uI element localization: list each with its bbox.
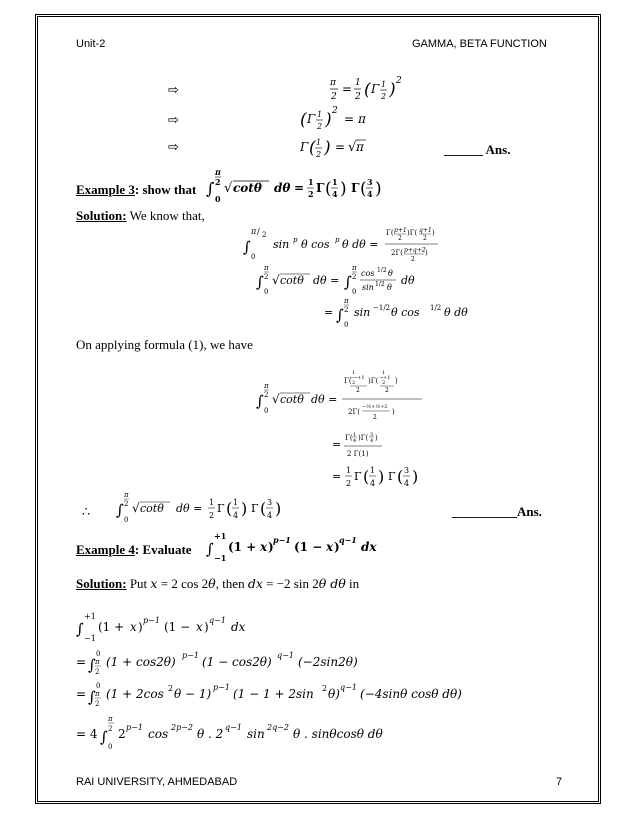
svg-text:): ) [334, 540, 340, 554]
svg-text:): ) [204, 620, 209, 634]
svg-text:√: √ [348, 140, 357, 155]
svg-text:∫: ∫ [116, 501, 124, 519]
svg-text:Γ: Γ [300, 140, 309, 154]
example-4-heading: Example 4: Evaluate [76, 542, 192, 557]
svg-text:(1 +: (1 + [228, 540, 257, 554]
svg-text:1: 1 [346, 466, 352, 475]
example-4-colon: : [134, 542, 140, 557]
svg-text:=: = [344, 112, 355, 126]
svg-text:1: 1 [370, 466, 376, 475]
svg-text:2: 2 [355, 92, 361, 102]
svg-text:= 4: = 4 [76, 727, 98, 741]
svg-text:─+1: ─+1 [380, 375, 391, 381]
formula-step5-svg [332, 460, 432, 496]
svg-text:2: 2 [381, 92, 387, 101]
svg-text:p+1: p+1 [394, 227, 407, 234]
svg-text:q−1: q−1 [340, 683, 357, 692]
svg-text:2: 2 [411, 256, 415, 263]
svg-text:p−1: p−1 [126, 723, 143, 732]
svg-text:=: = [332, 438, 342, 451]
svg-text:2: 2 [308, 189, 314, 199]
svg-text:(1 −: (1 − [164, 620, 191, 634]
svg-text:(: ( [325, 179, 332, 199]
svg-text:Γ(: Γ( [386, 229, 394, 237]
svg-text:π: π [215, 167, 221, 177]
svg-text:θ): θ) [328, 687, 340, 701]
svg-text:θ dθ =: θ dθ = [342, 238, 379, 251]
svg-text:2: 2 [262, 231, 267, 239]
svg-text:sin: sin [362, 283, 374, 292]
formula-step3-svg [256, 368, 436, 428]
svg-text:(: ( [363, 467, 370, 486]
svg-text:2: 2 [215, 177, 221, 187]
svg-text:(: ( [360, 179, 367, 199]
ex4-line4-svg [76, 712, 436, 752]
svg-text:x: x [130, 620, 137, 634]
svg-text:2: 2 [332, 106, 338, 116]
svg-text:1: 1 [209, 498, 215, 507]
svg-text:π: π [330, 78, 336, 88]
example-3-statement-svg [206, 164, 396, 210]
svg-text:): ) [392, 408, 395, 416]
svg-text:2: 2 [385, 387, 389, 394]
svg-text:2: 2 [331, 92, 337, 102]
svg-text:0: 0 [108, 743, 113, 751]
svg-text:2: 2 [264, 273, 269, 281]
svg-text:Γ: Γ [354, 470, 362, 483]
svg-text:0: 0 [251, 253, 256, 261]
svg-text:∫: ∫ [206, 179, 215, 198]
svg-text:(1 − cos2θ): (1 − cos2θ) [202, 655, 272, 669]
equation-gamma-half-svg [300, 132, 370, 164]
svg-text:1: 1 [308, 177, 314, 187]
svg-text:): ) [241, 499, 248, 518]
svg-text:∫: ∫ [88, 688, 96, 706]
svg-text:4: 4 [367, 189, 373, 199]
ex4-line3-svg [76, 680, 496, 716]
svg-text:(−2sin2θ): (−2sin2θ) [298, 655, 358, 669]
formula-final-svg [116, 487, 296, 529]
svg-text:dx: dx [231, 620, 246, 634]
footer-university: RAI UNIVERSITY, AHMEDABAD [76, 776, 238, 788]
svg-text:(1 + 2cos: (1 + 2cos [106, 687, 164, 701]
svg-text:π: π [358, 112, 366, 126]
svg-text:): ) [378, 467, 385, 486]
header-unit: Unit-2 [76, 38, 106, 50]
ex4-line1-svg [76, 610, 276, 644]
svg-text:): ) [389, 80, 396, 100]
formula-step2 [324, 296, 514, 335]
svg-text:Γ(: Γ( [344, 377, 352, 385]
svg-text:p−1: p−1 [213, 683, 230, 692]
equation-gamma-half [300, 132, 370, 167]
svg-text:cos: cos [361, 269, 375, 278]
svg-text:cotθ: cotθ [280, 393, 304, 406]
svg-text:p: p [293, 236, 298, 244]
svg-text:=: = [332, 470, 342, 483]
svg-text:2: 2 [373, 414, 377, 421]
svg-text:1: 1 [353, 432, 357, 438]
svg-text:3: 3 [404, 466, 410, 475]
svg-text:): ) [412, 467, 419, 486]
svg-text:=: = [76, 687, 87, 701]
svg-text:∫: ∫ [344, 273, 352, 291]
svg-text:dθ =: dθ = [176, 502, 203, 515]
svg-text:p: p [335, 236, 340, 244]
svg-text:2: 2 [264, 391, 269, 399]
arrow-icon: ⇨ [168, 83, 179, 98]
svg-text:q+1: q+1 [419, 227, 432, 234]
arrow-icon: ⇨ [168, 113, 179, 128]
therefore-symbol: ∴ [82, 504, 91, 519]
svg-text:−1/2: −1/2 [373, 304, 391, 312]
svg-text:): ) [425, 249, 428, 257]
svg-text:2: 2 [356, 387, 360, 394]
svg-text:cotθ: cotθ [140, 502, 164, 515]
solution-label: Solution: [76, 208, 127, 223]
svg-text:π: π [352, 264, 357, 272]
svg-text:2: 2 [352, 380, 356, 386]
svg-text:θ dθ: θ dθ [444, 306, 468, 319]
svg-text:dθ: dθ [401, 274, 415, 287]
svg-text:cotθ: cotθ [280, 274, 304, 287]
svg-text:θ . 2: θ . 2 [197, 727, 224, 741]
svg-text:∫: ∫ [336, 306, 344, 324]
svg-text:(1 +: (1 + [98, 620, 125, 634]
svg-text:2Γ(: 2Γ( [391, 249, 404, 257]
svg-text:0: 0 [264, 407, 269, 415]
svg-text:Γ: Γ [307, 112, 316, 126]
svg-text:(−4sinθ cosθ dθ): (−4sinθ cosθ dθ) [360, 687, 462, 701]
svg-text:0: 0 [124, 516, 129, 524]
solution-label: Solution: [76, 576, 127, 591]
svg-text:(: ( [397, 467, 404, 486]
svg-text:Γ: Γ [371, 82, 380, 96]
svg-text:∫: ∫ [256, 392, 264, 410]
svg-text:cotθ: cotθ [233, 181, 262, 195]
svg-text:x: x [326, 540, 334, 554]
svg-text:Γ: Γ [251, 502, 259, 515]
svg-text:): ) [395, 377, 398, 385]
svg-text:2: 2 [346, 479, 352, 488]
svg-text:): ) [340, 179, 347, 199]
svg-text:4: 4 [353, 438, 357, 444]
svg-text:0: 0 [264, 288, 269, 296]
svg-text:x: x [260, 540, 268, 554]
svg-text:): ) [375, 179, 382, 199]
svg-text:q−1: q−1 [277, 651, 294, 660]
example-3-heading: Example 3: show that [76, 182, 197, 197]
svg-text:0: 0 [344, 321, 349, 329]
svg-text:(: ( [300, 110, 307, 130]
svg-text:1/2: 1/2 [375, 281, 385, 288]
svg-text:1: 1 [332, 177, 338, 187]
svg-text:=: = [335, 140, 346, 154]
svg-text:−1: −1 [214, 553, 227, 563]
svg-text:1: 1 [355, 78, 361, 88]
example-3-solution [76, 208, 205, 224]
footer-page-number: 7 [556, 776, 563, 788]
svg-text:π: π [108, 715, 113, 723]
example-4-statement-svg [206, 530, 406, 564]
svg-text:∫: ∫ [88, 656, 96, 674]
svg-text:θ − 1): θ − 1) [174, 687, 212, 701]
svg-text:1: 1 [233, 498, 239, 507]
svg-text:2: 2 [398, 235, 402, 242]
svg-text:): ) [268, 540, 274, 554]
svg-text:): ) [275, 499, 282, 518]
svg-text:Γ: Γ [388, 470, 396, 483]
svg-text:x: x [196, 620, 203, 634]
svg-text:4: 4 [332, 189, 338, 199]
svg-text:θ: θ [387, 283, 392, 292]
svg-text:1: 1 [382, 370, 386, 376]
svg-text:θ: θ [388, 269, 393, 278]
svg-text:2: 2 [95, 668, 100, 676]
svg-text:)Γ(: )Γ( [358, 434, 369, 442]
svg-text:2: 2 [209, 511, 215, 520]
formula-step2-svg [324, 296, 514, 330]
svg-text:π: π [251, 227, 257, 236]
svg-text:q−1: q−1 [339, 535, 357, 545]
svg-text:2 Γ(1): 2 Γ(1) [347, 450, 369, 458]
svg-text:2: 2 [316, 150, 322, 159]
svg-text:2: 2 [352, 273, 357, 281]
svg-text:)Γ(: )Γ( [368, 377, 379, 385]
svg-text:(1 − 1 + 2sin: (1 − 1 + 2sin [233, 687, 314, 701]
svg-text:π: π [344, 297, 349, 305]
svg-text:2: 2 [396, 76, 402, 86]
svg-text:p−1: p−1 [143, 616, 160, 625]
svg-text:q−1: q−1 [209, 616, 226, 625]
svg-text:2: 2 [344, 306, 349, 314]
svg-text:4: 4 [370, 479, 376, 488]
svg-text:π: π [356, 140, 364, 154]
svg-text:sin: sin [273, 238, 290, 251]
svg-text:Γ: Γ [351, 181, 360, 195]
equation-pi-half-svg [330, 74, 410, 108]
svg-text:1/2: 1/2 [430, 304, 442, 312]
svg-text:): ) [138, 620, 143, 634]
svg-text:0: 0 [96, 650, 101, 658]
solution-text: We know that, [129, 208, 205, 223]
svg-text:2: 2 [168, 684, 174, 693]
svg-text:Γ(: Γ( [345, 434, 353, 442]
svg-text:=: = [76, 655, 87, 669]
solution-text-prefix: Put [129, 576, 148, 591]
svg-text:(1 −: (1 − [294, 540, 323, 554]
svg-text:2Γ(: 2Γ( [348, 408, 361, 416]
svg-text:+1: +1 [214, 531, 227, 541]
svg-text:(: ( [226, 499, 233, 518]
svg-text:√: √ [272, 273, 280, 287]
svg-text:p−1: p−1 [273, 535, 291, 545]
svg-text:Γ: Γ [217, 502, 225, 515]
header-title: GAMMA, BETA FUNCTION [412, 38, 547, 50]
svg-text:3: 3 [367, 177, 373, 187]
svg-text:Γ: Γ [316, 181, 325, 195]
svg-text:p+q+2: p+q+2 [404, 247, 426, 254]
svg-text:)Γ(: )Γ( [407, 229, 418, 237]
svg-text:(: ( [309, 138, 316, 158]
svg-text:3: 3 [370, 432, 374, 438]
svg-text:(: ( [364, 80, 371, 100]
svg-text:=: = [324, 306, 334, 319]
formula-step3 [256, 368, 436, 433]
svg-text:dθ =: dθ = [311, 393, 338, 406]
svg-text:∫: ∫ [256, 273, 264, 291]
svg-text:π: π [264, 264, 269, 272]
svg-text:−1: −1 [84, 634, 96, 643]
svg-text:): ) [375, 434, 378, 442]
svg-text:): ) [432, 229, 435, 237]
svg-text:2: 2 [118, 727, 126, 741]
svg-text:cos: cos [148, 727, 169, 741]
answer-marker-2: __________Ans. [452, 504, 542, 519]
example-3-statement [206, 164, 396, 215]
svg-text:∫: ∫ [76, 620, 84, 638]
svg-text:): ) [325, 110, 332, 130]
svg-text:√: √ [132, 501, 140, 515]
svg-text:(: ( [260, 499, 267, 518]
svg-text:2: 2 [382, 380, 386, 386]
svg-text:dθ =: dθ = [313, 274, 340, 287]
svg-text:0: 0 [215, 194, 221, 204]
svg-text:∫: ∫ [243, 238, 251, 256]
svg-text:q−1: q−1 [225, 723, 242, 732]
example-4-label: Example 4 [76, 542, 135, 557]
answer-marker-1: ______ Ans. [444, 142, 511, 157]
svg-text:θ cos: θ cos [301, 238, 330, 251]
example-3-colon: : [134, 182, 140, 197]
svg-text:π: π [95, 658, 100, 666]
svg-text:p−1: p−1 [182, 651, 199, 660]
svg-text:4: 4 [370, 438, 374, 444]
svg-text:=: = [342, 82, 353, 96]
applying-formula-text: On applying formula (1), we have [76, 337, 253, 352]
example-4-statement [206, 530, 406, 569]
svg-text:1: 1 [381, 80, 387, 89]
example-4-solution: Solution: Put x = 2 cos 2θ, then dx = −2 sin 2θ dθ in [76, 576, 360, 591]
svg-text:4: 4 [233, 511, 239, 520]
ex4-line2-svg [76, 648, 396, 684]
substitution: x [150, 576, 158, 591]
svg-text:dθ: dθ [274, 181, 291, 195]
svg-text:2: 2 [124, 500, 129, 508]
svg-text:(1 + cos2θ): (1 + cos2θ) [106, 655, 176, 669]
arrow-icon: ⇨ [168, 140, 179, 155]
svg-text:∫: ∫ [100, 728, 108, 746]
svg-text:2: 2 [322, 684, 328, 693]
svg-text:2q−2: 2q−2 [267, 723, 290, 732]
ex4-line4 [76, 712, 436, 757]
svg-text:2p−2: 2p−2 [171, 723, 194, 732]
svg-text:θ cos: θ cos [391, 306, 420, 319]
svg-text:1: 1 [317, 110, 323, 119]
svg-text:−─+1: −─+1 [350, 375, 365, 381]
svg-text:2: 2 [95, 700, 100, 708]
formula-final [116, 487, 296, 534]
formula-step1-svg [256, 262, 456, 300]
svg-text:π: π [264, 382, 269, 390]
svg-text:0: 0 [352, 288, 357, 296]
svg-text:/: / [257, 227, 260, 236]
svg-text:4: 4 [404, 479, 410, 488]
svg-text:3: 3 [267, 498, 273, 507]
svg-text:): ) [324, 138, 331, 158]
svg-text:2: 2 [108, 725, 113, 733]
svg-text:+1: +1 [84, 612, 96, 621]
svg-text:√: √ [272, 392, 280, 406]
svg-text:sin: sin [247, 727, 265, 741]
svg-text:∫: ∫ [206, 540, 214, 558]
example-3-label: Example 3 [76, 182, 135, 197]
svg-text:θ . sinθcosθ dθ: θ . sinθcosθ dθ [293, 727, 383, 741]
svg-text:1: 1 [316, 138, 322, 147]
svg-text:π: π [95, 690, 100, 698]
ex4-line1 [76, 610, 276, 649]
svg-text:−½+½+2: −½+½+2 [362, 404, 388, 410]
svg-text:1: 1 [352, 370, 356, 376]
svg-text:1/2: 1/2 [377, 267, 387, 274]
svg-text:0: 0 [96, 682, 101, 690]
svg-text:π: π [124, 491, 129, 499]
svg-text:2: 2 [317, 122, 323, 131]
svg-text:√: √ [224, 181, 233, 196]
svg-text:sin: sin [354, 306, 371, 319]
svg-text:dx: dx [361, 540, 377, 554]
svg-text:2: 2 [423, 235, 427, 242]
formula-step5 [332, 460, 432, 501]
svg-text:4: 4 [267, 511, 273, 520]
svg-text:=: = [294, 181, 305, 195]
